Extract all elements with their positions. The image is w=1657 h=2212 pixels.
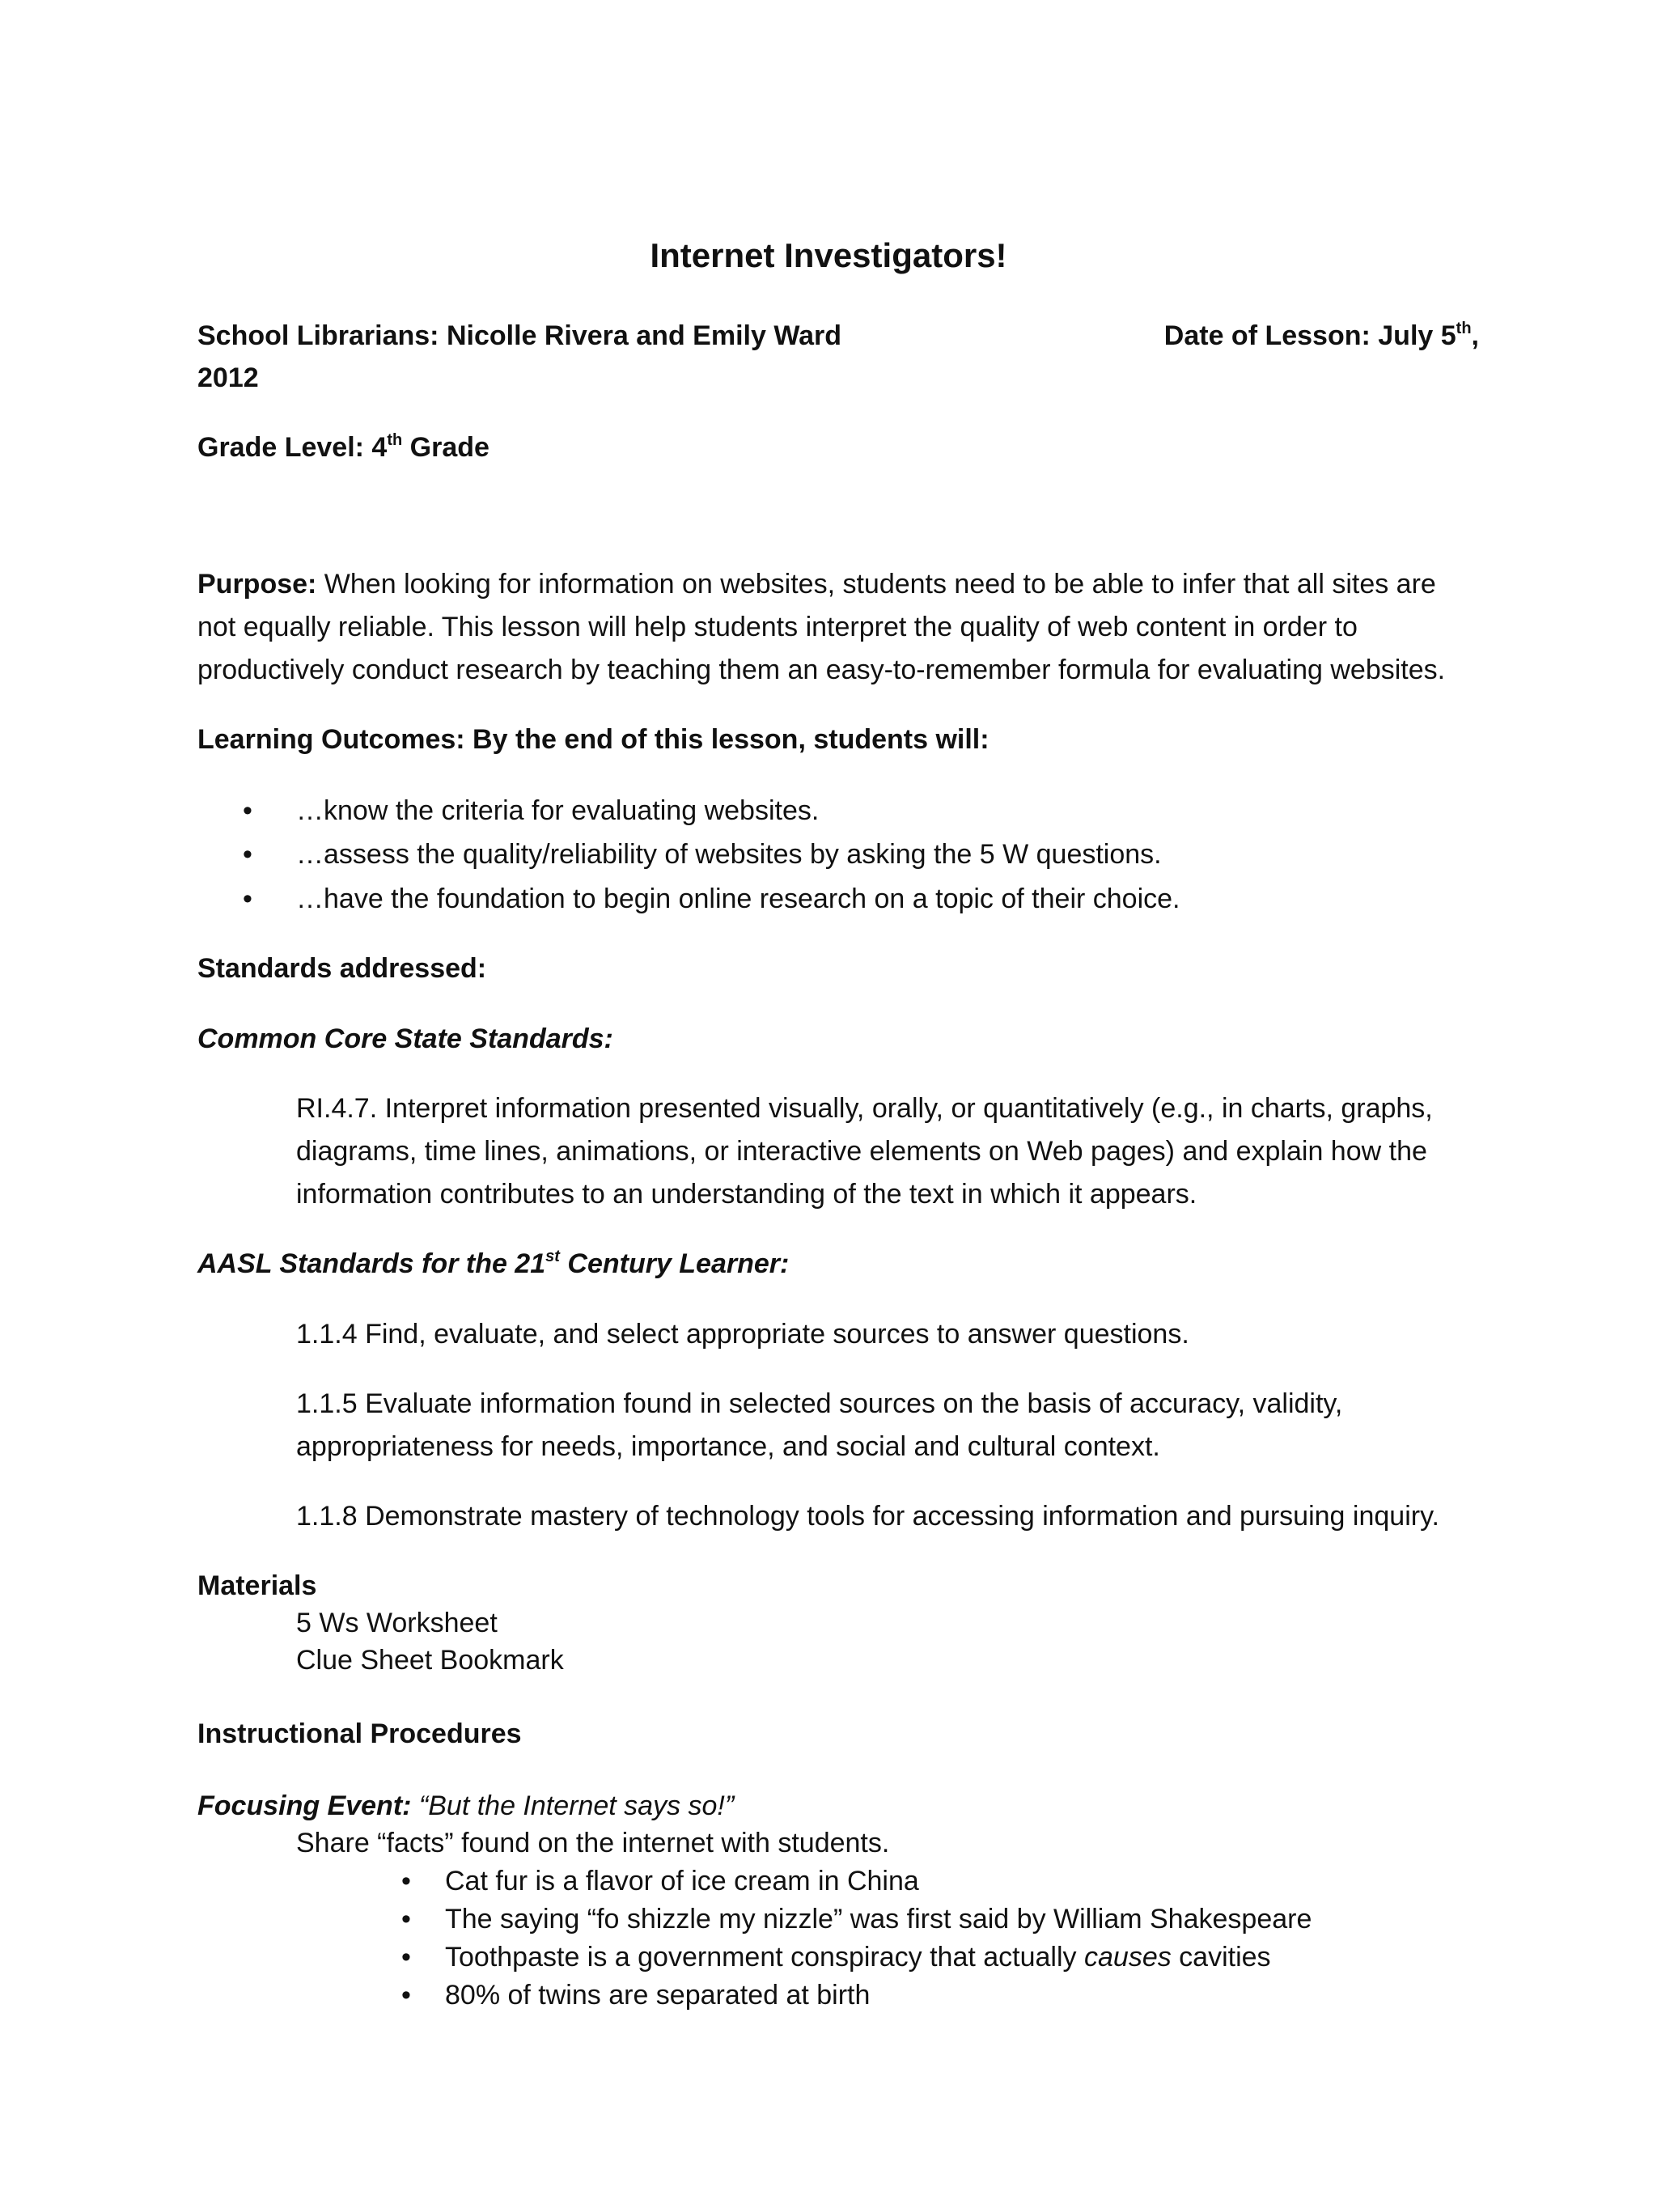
aasl-standard-3: 1.1.8 Demonstrate mastery of technology tools for accessing information and pursuing inquiry. [296,1501,1439,1532]
librarians-line [197,314,841,358]
aasl-standard-1: 1.1.4 Find, evaluate, and select appropriate sources to answer questions. [296,1319,1189,1350]
grade-level-line [197,426,489,469]
materials-item: Clue Sheet Bookmark [296,1645,564,1676]
outcome-item: …have the foundation to begin online research on a topic of their choice. [296,884,1180,914]
bullet-icon: • [401,1904,411,1934]
outcome-item: …assess the quality/reliability of websites by asking the 5 W questions. [296,839,1162,870]
fact-text-end: cavities [1171,1942,1271,1973]
date-text: Date of Lesson: July 5 [1163,320,1456,351]
aasl-heading-superscript: st [545,1248,560,1265]
bullet-icon: • [243,795,252,826]
learning-outcomes-heading: Learning Outcomes: By the end of this lesson, students will: [197,724,990,755]
standards-heading: Standards addressed: [197,953,487,984]
date-line [1164,314,1479,358]
document-title: Internet Investigators! [650,236,1007,274]
grade-superscript: th [387,431,403,449]
date-comma: , [1471,320,1479,351]
fact-text: Toothpaste is a government conspiracy that actually [445,1942,1084,1973]
focusing-event-quote: “But the Internet says so!” [411,1790,735,1821]
materials-item: 5 Ws Worksheet [296,1608,498,1638]
instructional-procedures-heading: Instructional Procedures [197,1718,522,1749]
materials-heading: Materials [197,1570,317,1601]
grade-text: Grade Level: 4 [197,432,388,463]
focusing-event-label: Focusing Event: [197,1790,412,1821]
fact-item: 80% of twins are separated at birth [445,1980,871,2011]
aasl-standard-2-line-2: appropriateness for needs, importance, and social and cultural context. [296,1431,1160,1462]
bullet-icon: • [243,884,252,914]
purpose-line-3: productively conduct research by teaching them an easy-to-remember formula for evaluating websites. [197,655,1446,685]
librarians-text: School Librarians: Nicolle Rivera and Emily Ward [197,320,842,351]
bullet-icon: • [401,1942,411,1973]
focusing-event-intro: Share “facts” found on the internet with students. [296,1828,890,1858]
bullet-icon: • [401,1866,411,1896]
ccss-line-1: RI.4.7. Interpret information presented visually, orally, or quantitatively (e.g., in charts, graphs, [296,1093,1433,1124]
aasl-heading-text: AASL Standards for the 21 [197,1248,546,1279]
aasl-heading [197,1242,789,1286]
ccss-heading: Common Core State Standards: [197,1023,613,1054]
aasl-heading-suffix: Century Learner: [559,1248,790,1279]
year-line: 2012 [197,362,259,393]
fact-item: Cat fur is a flavor of ice cream in China [445,1866,919,1896]
fact-emphasis: causes [1084,1942,1172,1973]
aasl-standard-2-line-1: 1.1.5 Evaluate information found in selected sources on the basis of accuracy, validity, [296,1388,1343,1419]
purpose-text-1: When looking for information on websites, students need to be able to infer that all sites are [316,569,1436,600]
purpose-label: Purpose: [197,569,317,600]
date-superscript: th [1456,320,1472,337]
fact-item [445,1935,1271,1979]
ccss-line-3: information contributes to an understanding of the text in which it appears. [296,1179,1197,1210]
purpose-line-2: not equally reliable. This lesson will help students interpret the quality of web content in order to [197,612,1358,642]
bullet-icon: • [401,1980,411,2011]
fact-item: The saying “fo shizzle my nizzle” was first said by William Shakespeare [445,1904,1312,1934]
bullet-icon: • [243,839,252,870]
grade-suffix: Grade [402,432,489,463]
purpose-line-1 [197,562,1436,606]
ccss-line-2: diagrams, time lines, animations, or interactive elements on Web pages) and explain how the [296,1136,1427,1167]
outcome-item: …know the criteria for evaluating websites. [296,795,820,826]
